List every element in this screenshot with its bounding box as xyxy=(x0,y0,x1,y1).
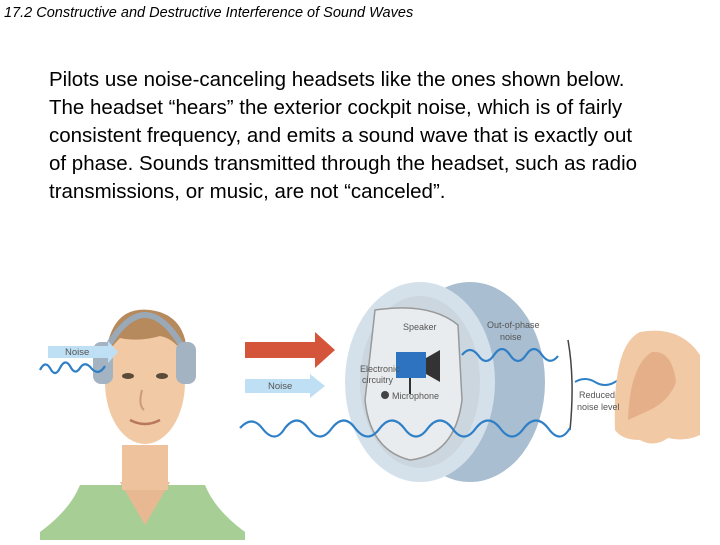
electronic-label-1: Electronic xyxy=(360,364,400,374)
section-number: 17.2 xyxy=(4,5,33,21)
out-of-phase-label-2: noise xyxy=(500,332,522,342)
microphone-label: Microphone xyxy=(392,391,440,401)
reduced-label-1: Reduced xyxy=(579,390,616,400)
headset-illustration xyxy=(0,270,720,540)
reduced-label-2: noise level xyxy=(577,402,620,412)
section-title: Constructive and Destructive Interference of Sound Waves xyxy=(36,5,414,21)
speaker-label: Speaker xyxy=(403,322,437,332)
pilot-figure xyxy=(40,310,245,540)
headset-figure xyxy=(0,270,720,540)
ear-illustration xyxy=(615,331,700,444)
red-arrow xyxy=(245,332,335,368)
noise-label-left: Noise xyxy=(65,347,90,358)
electronic-label-2: circuitry xyxy=(362,375,393,385)
slide-title xyxy=(4,5,413,21)
noise-label-center: Noise xyxy=(268,381,293,392)
out-of-phase-label-1: Out-of-phase xyxy=(487,320,540,330)
bracket xyxy=(568,340,572,430)
body-paragraph: Pilots use noise-canceling headsets like the ones shown below. The headset “hears” the exterior cockpit noise, which is of fairly consistent frequency, and emits a sound wave that is exactly out of phase. Sounds transmitted through the headset, such as radio transmissions, or music, are not “canceled”. xyxy=(49,68,638,203)
